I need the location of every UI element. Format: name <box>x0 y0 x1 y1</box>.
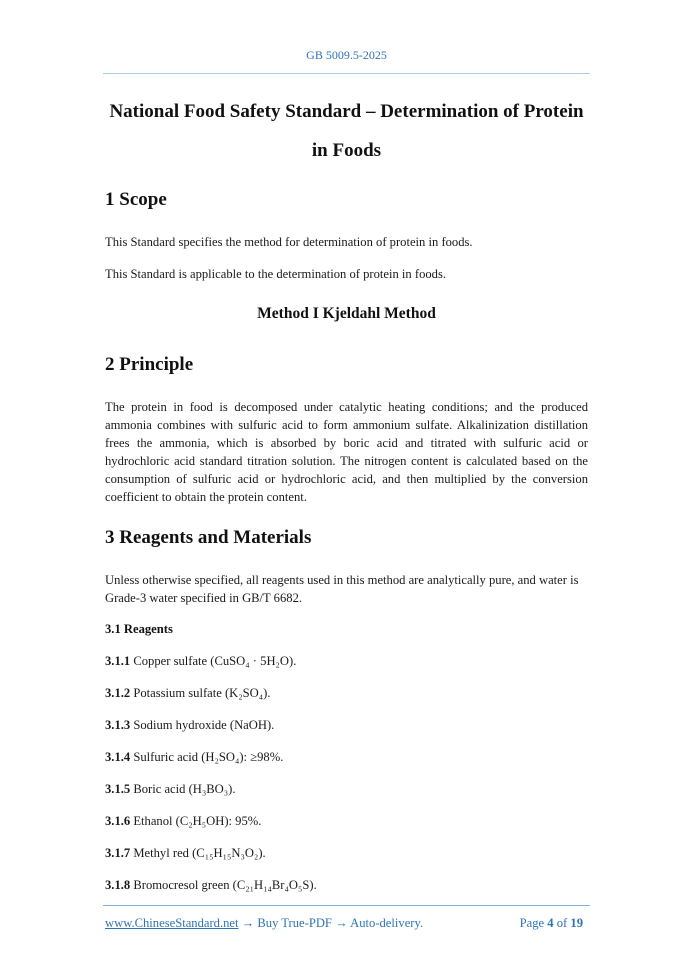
reagent-item <box>105 718 274 733</box>
reagent-item <box>105 654 296 669</box>
scope-paragraph-2: This Standard is applicable to the determination of protein in foods. <box>105 267 447 281</box>
website-link[interactable]: www.ChineseStandard.net <box>105 916 239 930</box>
reagent-item-number: 3.1.8 <box>105 878 131 892</box>
reagent-item <box>105 846 266 861</box>
reagent-item-number: 3.1.7 <box>105 846 131 860</box>
header-divider <box>103 73 590 74</box>
reagent-item <box>105 782 236 797</box>
reagent-item <box>105 878 317 893</box>
method-heading: Method I Kjeldahl Method <box>257 305 436 322</box>
reagent-item-text: Sodium hydroxide (NaOH). <box>133 718 275 732</box>
page-indicator <box>520 916 583 931</box>
section-heading-reagents-materials: 3 Reagents and Materials <box>105 527 312 548</box>
reagent-item-text: Boric acid (H₃BO₃). <box>133 782 236 796</box>
principle-paragraph: The protein in food is decomposed under catalytic heating conditions; and the produced ammonia combines with sulfuric acid to form ammonium sulfate. Alkalinization distillation frees the ammonia, which is absorbed by boric acid and titrated with sulfuric acid or hydrochloric acid standard titration solution. The nitrogen content is calculated based on the consumption of sulfuric acid or hydrochloric acid, and then multiplied by the conversion coefficient to obtain the protein content. <box>105 400 588 504</box>
reagents-materials-paragraph: Unless otherwise specified, all reagents used in this method are analytically pure, and water is Grade-3 water specified in GB/T 6682. <box>105 573 579 605</box>
page-label: Page <box>519 916 545 930</box>
document-title-line-1: National Food Safety Standard – Determination of Protein <box>109 101 584 122</box>
reagent-item-text: Methyl red (C₁₅H₁₅N₃O₂). <box>133 846 266 860</box>
reagent-item-number: 3.1.4 <box>105 750 131 764</box>
reagent-item-number: 3.1.3 <box>105 718 131 732</box>
page-total: 19 <box>570 916 583 930</box>
reagent-item-number: 3.1.2 <box>105 686 131 700</box>
reagent-item-number: 3.1.5 <box>105 782 131 796</box>
reagent-item-number: 3.1.6 <box>105 814 131 828</box>
page-header: GB 5009.5-2025 <box>306 48 387 62</box>
reagent-item <box>105 814 261 829</box>
reagent-item-text: Bromocresol green (C₂₁H₁₄Br₄O₅S). <box>133 878 317 892</box>
reagent-item <box>105 686 271 701</box>
reagent-item-text: Sulfuric acid (H₂SO₄): ≥98%. <box>133 750 284 764</box>
reagent-item-text: Ethanol (C₂H₅OH): 95%. <box>133 814 262 828</box>
footer-divider <box>103 905 590 906</box>
footer-promo <box>105 916 423 931</box>
section-heading-scope: 1 Scope <box>105 189 167 210</box>
reagent-item-text: Copper sulfate (CuSO₄ · 5H₂O). <box>133 654 297 668</box>
document-title-line-2: in Foods <box>311 140 382 161</box>
scope-paragraph-1: This Standard specifies the method for determination of protein in foods. <box>105 235 473 249</box>
reagent-item-number: 3.1.1 <box>105 654 131 668</box>
section-heading-principle: 2 Principle <box>105 354 194 375</box>
page-current: 4 <box>547 916 554 930</box>
reagent-item-text: Potassium sulfate (K₂SO₄). <box>133 686 271 700</box>
subheading-reagents: 3.1 Reagents <box>105 622 173 636</box>
reagent-item <box>105 750 283 765</box>
footer-promo-text: → Buy True-PDF → Auto-delivery. <box>238 916 424 930</box>
page-of-label: of <box>556 916 568 930</box>
